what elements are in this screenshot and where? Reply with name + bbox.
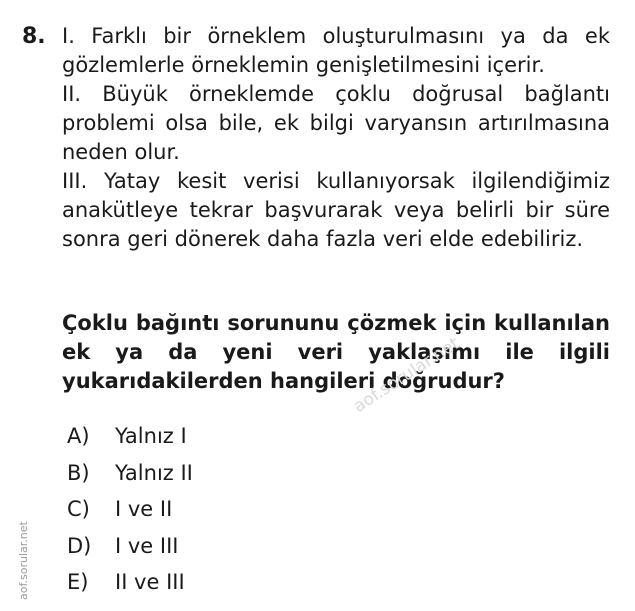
statements-block xyxy=(62,22,610,254)
option-letter: A) xyxy=(67,424,90,448)
option-a[interactable] xyxy=(67,418,193,455)
option-text: Yalnız II xyxy=(115,460,193,485)
question-number: 8. xyxy=(22,24,46,49)
answer-options xyxy=(67,418,193,601)
option-letter: C) xyxy=(67,497,90,521)
option-c[interactable] xyxy=(67,491,193,528)
option-text: Yalnız I xyxy=(115,424,187,448)
option-b[interactable] xyxy=(67,455,193,492)
option-letter: E) xyxy=(67,570,89,594)
option-letter: D) xyxy=(67,533,92,558)
option-text: II ve III xyxy=(115,570,185,594)
option-text: I ve II xyxy=(115,497,173,521)
option-e[interactable] xyxy=(67,564,193,601)
watermark-diagonal: aof.sorular.net xyxy=(350,333,464,417)
statement-1: I. Farklı bir örneklem oluşturulmasını ya da ek gözlemlerle örneklemin genişletilmesini içerir. xyxy=(62,24,610,77)
question-stem: Çoklu bağıntı sorununu çözmek için kullanılan ek ya da yeni veri yaklaşımı ile ilgili yukarıdakilerden hangileri doğrudur? xyxy=(62,311,610,393)
statement-3: III. Yatay kesit verisi kullanıyorsak ilgilendiğimiz anakütleye tekrar başvurarak veya belirli bir süre sonra geri dönerek daha fazla veri elde edebiliriz. xyxy=(62,169,610,251)
option-d[interactable] xyxy=(67,528,193,565)
statement-2: II. Büyük örneklemde çoklu doğrusal bağlantı problemi olsa bile, ek bilgi varyansın artırılmasına neden olur. xyxy=(62,82,610,164)
option-text: I ve III xyxy=(115,533,179,558)
option-letter: B) xyxy=(67,460,90,485)
watermark-side: aof.sorular.net xyxy=(17,521,30,600)
